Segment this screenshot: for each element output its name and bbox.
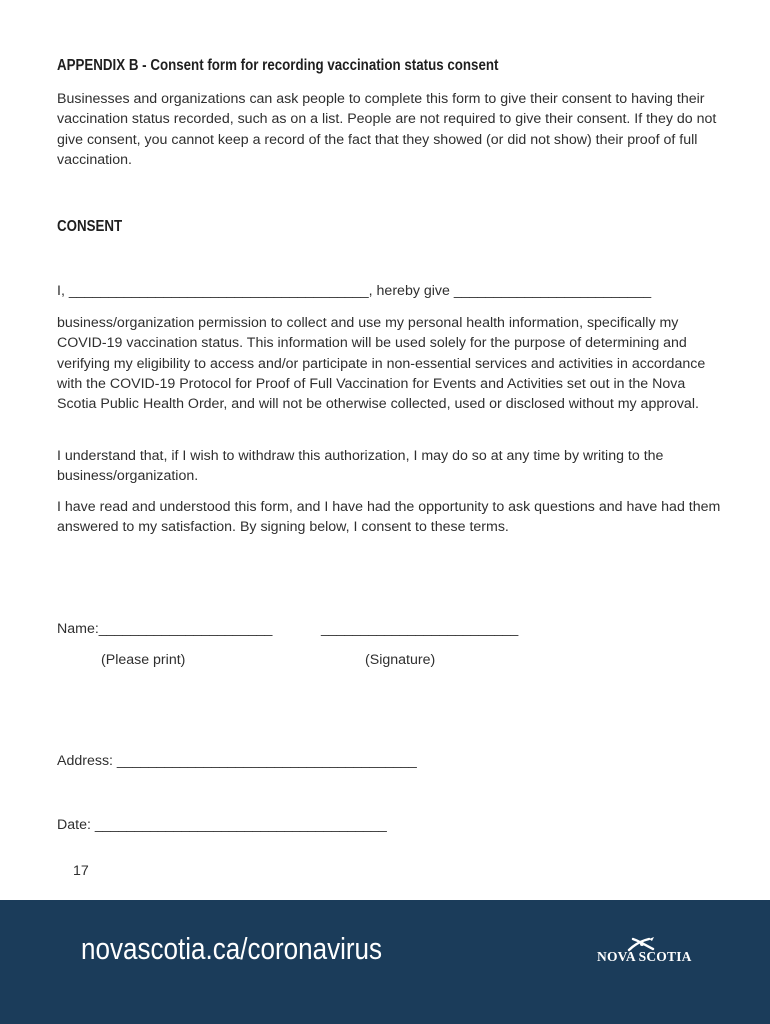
withdraw-paragraph: I understand that, if I wish to withdraw this authorization, I may do so at any time by writing to the business/organization. [57, 448, 664, 485]
page-title: APPENDIX B - Consent form for recording vaccination status consent [57, 57, 499, 74]
intro-paragraph: Businesses and organizations can ask people to complete this form to give their consent to having their vaccination status recorded, such as on a list. People are not required to give their consent. If they do not give consent, you cannot keep a record of the fact that they showed (or did not show) their proof of full vaccination. [57, 91, 717, 168]
date-field: Date: _____________________________________ [57, 817, 387, 833]
consent-body-paragraph: business/organization permission to collect and use my personal health information, specifically my COVID-19 vaccination status. This information will be used solely for the purpose of determining and verifying my eligibility to access and/or participate in non-essential services and activities in accordance with the COVID-19 Protocol for Proof of Full Vaccination for Events and Activities set out in the Nova Scotia Public Health Order, and will not be otherwise collected, used or disclosed without my approval. [57, 315, 706, 413]
nova-scotia-logo [597, 936, 701, 970]
address-field: Address: ______________________________________ [57, 753, 417, 769]
footer-url: novascotia.ca/coronavirus [81, 931, 383, 966]
name-field: Name:______________________ [57, 621, 273, 637]
consent-heading: CONSENT [57, 218, 123, 235]
acknowledgement-paragraph: I have read and understood this form, and I have had the opportunity to ask questions and have had them answered to my satisfaction. By signing below, I consent to these terms. [57, 499, 721, 536]
signature-field: _________________________ [321, 621, 519, 637]
please-print-label: (Please print) [101, 652, 186, 668]
logo-wordmark: NOVA SCOTIA [597, 949, 692, 964]
signature-label: (Signature) [365, 652, 436, 668]
consent-fill-line: I, ______________________________________, hereby give _________________________ [57, 283, 652, 299]
page-number: 17 [73, 863, 89, 879]
